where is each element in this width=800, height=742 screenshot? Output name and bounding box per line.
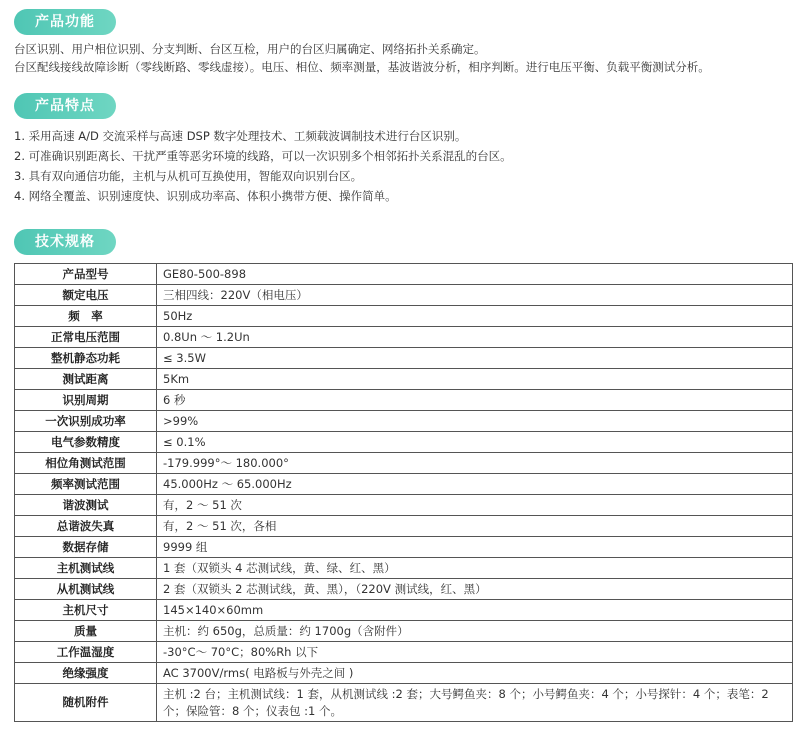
features-list [14, 126, 792, 206]
spec-value: -179.999°～ 180.000° [157, 453, 793, 474]
spec-value: 145×140×60mm [157, 600, 793, 621]
spec-value: 主机：约 650g，总质量：约 1700g（含附件） [157, 621, 793, 642]
spec-label: 整机静态功耗 [15, 348, 157, 369]
table-row [15, 453, 793, 474]
table-row [15, 663, 793, 684]
table-row [15, 264, 793, 285]
spec-value: >99% [157, 411, 793, 432]
spec-value: 三相四线：220V（相电压） [157, 285, 793, 306]
table-row [15, 642, 793, 663]
feature-item-1: 1. 采用高速 A/D 交流采样与高速 DSP 数字处理技术、工频载波调制技术进行台区识别。 [14, 129, 467, 143]
spec-label: 产品型号 [15, 264, 157, 285]
table-row [15, 558, 793, 579]
table-row [15, 432, 793, 453]
spec-label: 一次识别成功率 [15, 411, 157, 432]
spec-value: 有，2 ～ 51 次，各相 [157, 516, 793, 537]
table-row [15, 369, 793, 390]
functions-line-2: 台区配线接线故障诊断（零线断路、零线虚接）。电压、相位、频率测量，基波谐波分析，相序判断。进行电压平衡、负载平衡测试分析。 [14, 60, 710, 74]
spec-label: 正常电压范围 [15, 327, 157, 348]
spec-label: 电气参数精度 [15, 432, 157, 453]
spec-label: 总谐波失真 [15, 516, 157, 537]
feature-item-4: 4. 网络全覆盖、识别速度快、识别成功率高、体积小携带方便、操作简单。 [14, 189, 397, 203]
spec-value: ≤ 0.1% [157, 432, 793, 453]
spec-label: 谐波测试 [15, 495, 157, 516]
spec-value: 6 秒 [157, 390, 793, 411]
spec-value: 50Hz [157, 306, 793, 327]
feature-item-3: 3. 具有双向通信功能，主机与从机可互换使用，智能双向识别台区。 [14, 169, 363, 183]
spec-label: 识别周期 [15, 390, 157, 411]
feature-item-2: 2. 可准确识别距离长、干扰严重等恶劣环境的线路，可以一次识别多个相邻拓扑关系混乱的台区。 [14, 149, 512, 163]
spec-value: -30°C～ 70°C；80%Rh 以下 [157, 642, 793, 663]
functions-text [14, 40, 792, 76]
spec-table [14, 263, 793, 722]
section-title-functions: 产品功能 [14, 9, 116, 35]
spec-label: 频率测试范围 [15, 474, 157, 495]
spec-label: 质量 [15, 621, 157, 642]
table-row [15, 621, 793, 642]
spec-value: 9999 组 [157, 537, 793, 558]
table-row [15, 684, 793, 722]
spec-value: 1 套（双锁头 4 芯测试线，黄、绿、红、黑） [157, 558, 793, 579]
table-row [15, 579, 793, 600]
spec-table-body [15, 264, 793, 722]
table-row [15, 306, 793, 327]
spec-value: 45.000Hz ～ 65.000Hz [157, 474, 793, 495]
spec-label: 绝缘强度 [15, 663, 157, 684]
spec-label: 测试距离 [15, 369, 157, 390]
spec-value: 5Km [157, 369, 793, 390]
spec-label: 主机测试线 [15, 558, 157, 579]
spec-label: 频 率 [15, 306, 157, 327]
table-row [15, 537, 793, 558]
table-row [15, 495, 793, 516]
spec-label: 工作温湿度 [15, 642, 157, 663]
section-title-features: 产品特点 [14, 93, 116, 119]
spec-value: AC 3700V/rms( 电路板与外壳之间 ) [157, 663, 793, 684]
section-title-specs: 技术规格 [14, 229, 116, 255]
spec-label: 数据存储 [15, 537, 157, 558]
spec-value: 2 套（双锁头 2 芯测试线，黄、黑），（220V 测试线，红、黑） [157, 579, 793, 600]
spec-value: 0.8Un ～ 1.2Un [157, 327, 793, 348]
spec-value: ≤ 3.5W [157, 348, 793, 369]
table-row [15, 411, 793, 432]
table-row [15, 285, 793, 306]
spec-label: 随机附件 [15, 684, 157, 722]
table-row [15, 390, 793, 411]
spec-label: 主机尺寸 [15, 600, 157, 621]
spec-value: GE80-500-898 [157, 264, 793, 285]
spec-value: 有，2 ～ 51 次 [157, 495, 793, 516]
spec-label: 额定电压 [15, 285, 157, 306]
table-row [15, 327, 793, 348]
functions-line-1: 台区识别、用户相位识别、分支判断、台区互检，用户的台区归属确定、网络拓扑关系确定。 [14, 42, 486, 56]
spec-label: 从机测试线 [15, 579, 157, 600]
table-row [15, 474, 793, 495]
table-row [15, 600, 793, 621]
spec-value: 主机 :2 台；主机测试线：1 套，从机测试线 :2 套；大号鳄鱼夹：8 个；小号鳄鱼夹：4 个；小号探针：4 个；表笔：2 个；保险管：8 个；仪表包 :1 个。 [157, 684, 793, 722]
table-row [15, 516, 793, 537]
spec-label: 相位角测试范围 [15, 453, 157, 474]
table-row [15, 348, 793, 369]
